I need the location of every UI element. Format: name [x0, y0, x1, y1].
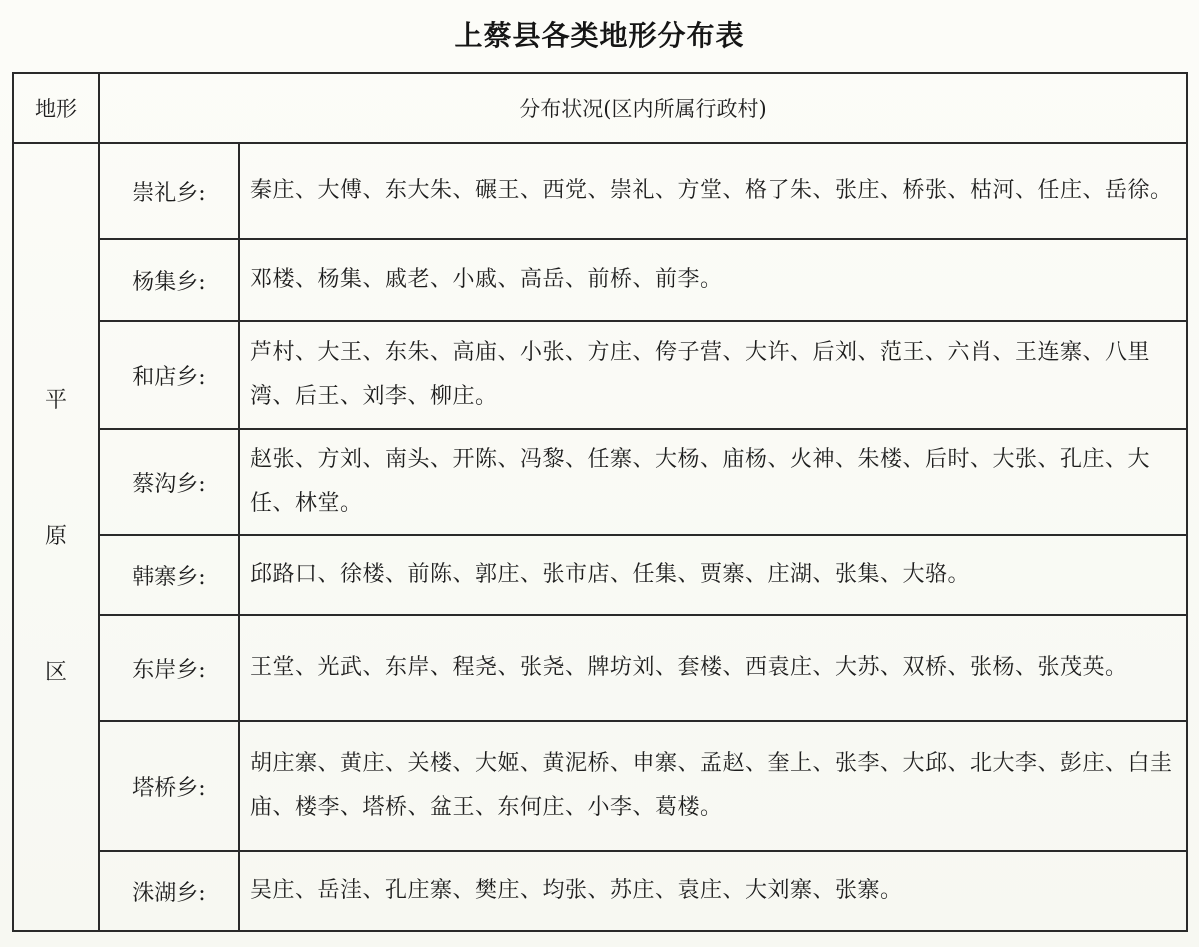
village-list: 吴庄、岳洼、孔庄寨、樊庄、均张、苏庄、袁庄、大刘寨、张寨。: [239, 851, 1187, 931]
region-char: 区: [44, 660, 67, 685]
table-row: [13, 321, 1187, 429]
header-terrain: 地形: [13, 73, 99, 143]
township-name: 东岸乡:: [99, 615, 239, 721]
table-row: [13, 429, 1187, 535]
village-list: 王堂、光武、东岸、程尧、张尧、牌坊刘、套楼、西袁庄、大苏、双桥、张杨、张茂英。: [239, 615, 1187, 721]
table-header-row: [13, 73, 1187, 143]
village-list: 秦庄、大傅、东大朱、碾王、西党、崇礼、方堂、格了朱、张庄、桥张、枯河、任庄、岳徐。: [239, 143, 1187, 239]
township-name: 洙湖乡:: [99, 851, 239, 931]
table-row: [13, 721, 1187, 851]
region-char: 原: [44, 524, 67, 549]
table-title: 上蔡县各类地形分布表: [454, 19, 745, 52]
township-name: 塔桥乡:: [99, 721, 239, 851]
village-list: 胡庄寨、黄庄、关楼、大姬、黄泥桥、申寨、孟赵、奎上、张李、大邱、北大李、彭庄、白圭庙、楼李、塔桥、盆王、东何庄、小李、葛楼。: [239, 721, 1187, 851]
village-list: 赵张、方刘、南头、开陈、冯黎、任寨、大杨、庙杨、火神、朱楼、后时、大张、孔庄、大任、林堂。: [239, 429, 1187, 535]
township-name: 崇礼乡:: [99, 143, 239, 239]
table-row: [13, 615, 1187, 721]
table-row: [13, 239, 1187, 321]
terrain-distribution-table: [12, 72, 1188, 932]
village-list: 芦村、大王、东朱、高庙、小张、方庄、侉子营、大许、后刘、范王、六肖、王连寨、八里湾、后王、刘李、柳庄。: [239, 321, 1187, 429]
township-name: 蔡沟乡:: [99, 429, 239, 535]
village-list: 邱路口、徐楼、前陈、郭庄、张市店、任集、贾寨、庄湖、张集、大骆。: [239, 535, 1187, 615]
township-name: 杨集乡:: [99, 239, 239, 321]
region-plain-cell: [13, 143, 99, 931]
table-row: [13, 143, 1187, 239]
table-row: [13, 535, 1187, 615]
village-list: 邓楼、杨集、戚老、小戚、高岳、前桥、前李。: [239, 239, 1187, 321]
header-distribution: 分布状况(区内所属行政村): [99, 73, 1187, 143]
region-char: 平: [44, 388, 67, 413]
township-name: 和店乡:: [99, 321, 239, 429]
township-name: 韩寨乡:: [99, 535, 239, 615]
table-row: [13, 851, 1187, 931]
